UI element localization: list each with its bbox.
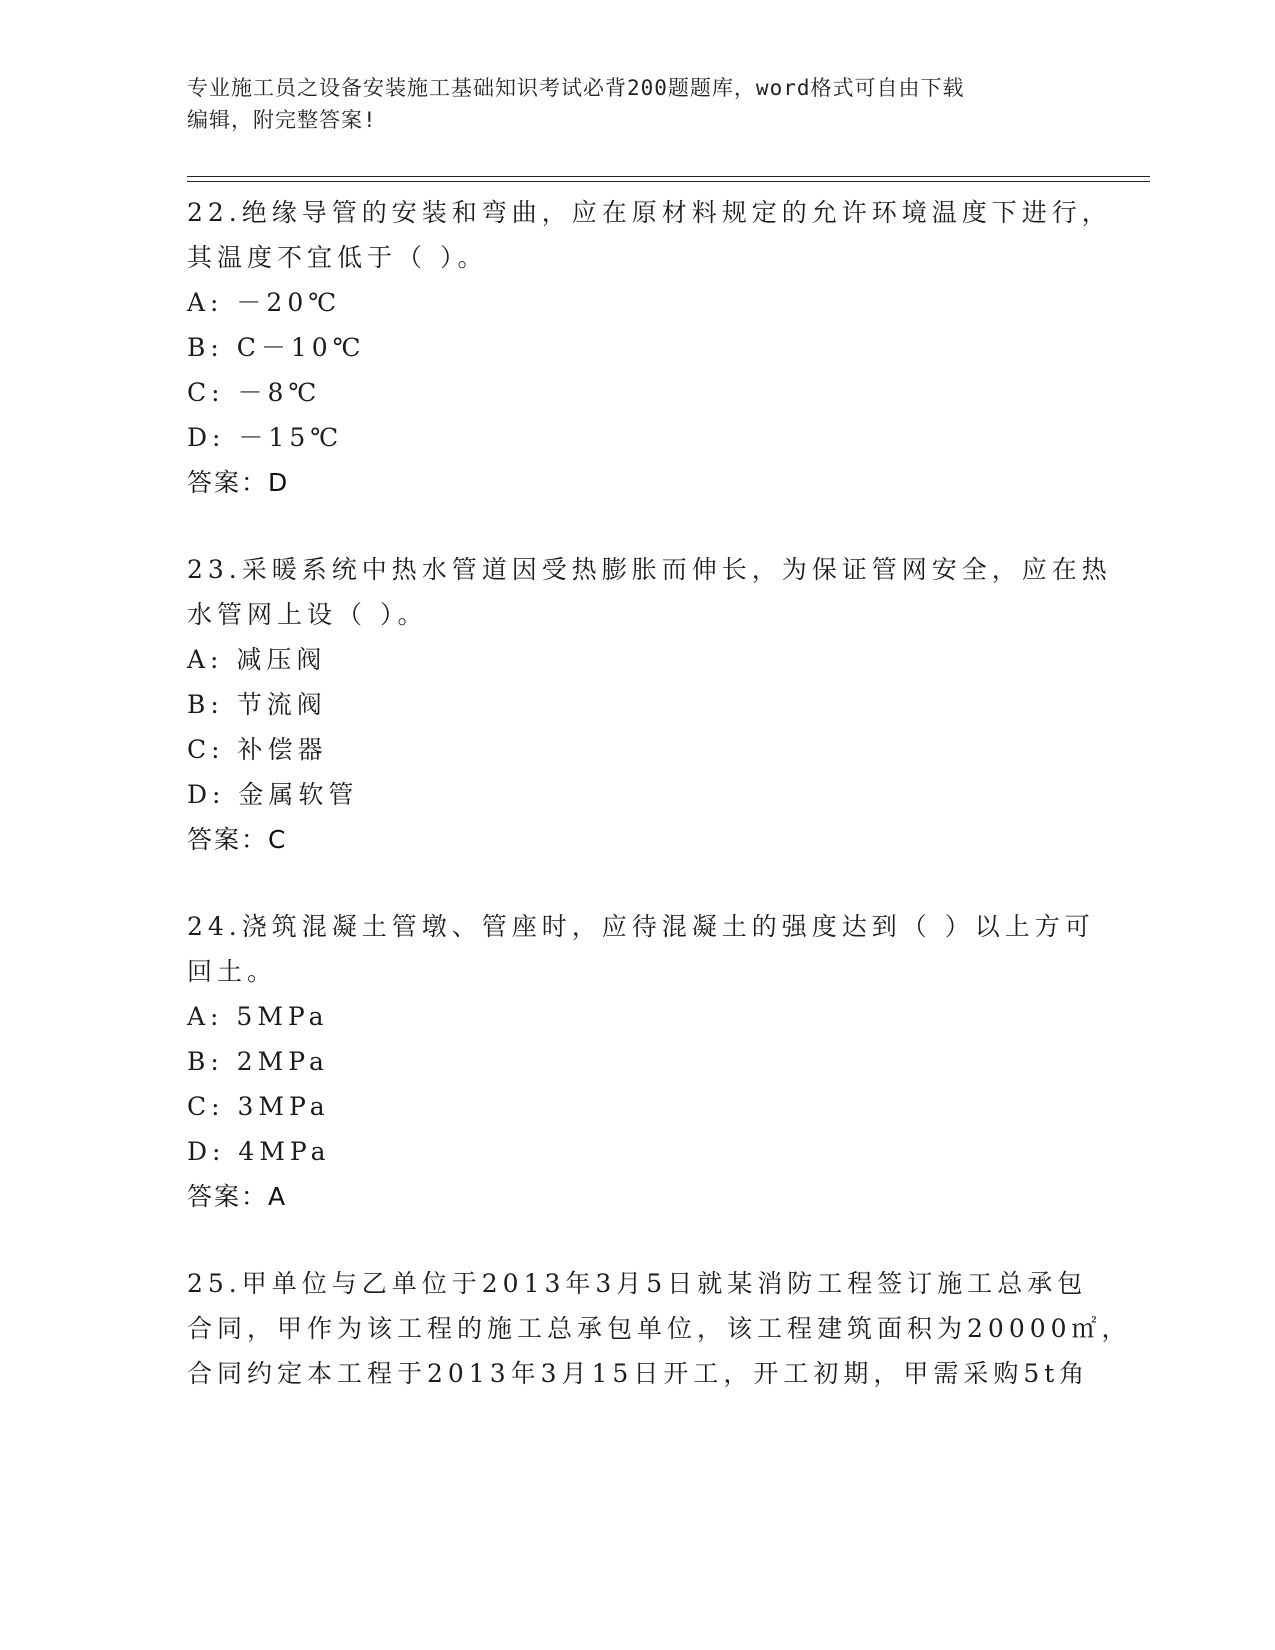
question-text-line: 其温度不宜低于（ ）。 xyxy=(187,243,488,272)
question-24 xyxy=(187,904,1095,1219)
question-text-line: 回土。 xyxy=(187,957,278,986)
header-divider-top xyxy=(187,176,1150,177)
option-d: D: 4MPa xyxy=(187,1137,331,1166)
answer-text: 答案：A xyxy=(187,1182,288,1211)
option-a: A: 减压阀 xyxy=(187,645,327,674)
question-22 xyxy=(187,190,1112,505)
question-list xyxy=(187,190,1132,1438)
option-b: B: C－10℃ xyxy=(187,333,366,362)
question-text-line: 合同约定本工程于2013年3月15日开工，开工初期，甲需采购5t角 xyxy=(187,1359,1090,1388)
question-text-line: 23.采暖系统中热水管道因受热膨胀而伸长，为保证管网安全，应在热 xyxy=(187,555,1112,584)
question-25 xyxy=(187,1261,1132,1396)
option-d: D: 金属软管 xyxy=(187,780,359,809)
option-c: C: 3MPa xyxy=(187,1092,330,1121)
question-text-line: 25.甲单位与乙单位于2013年3月5日就某消防工程签订施工总承包 xyxy=(187,1269,1088,1298)
header-divider-bottom xyxy=(187,181,1150,182)
option-c: C: 补偿器 xyxy=(187,735,328,764)
question-text-line: 合同，甲作为该工程的施工总承包单位，该工程建筑面积为20000㎡， xyxy=(187,1314,1132,1343)
question-23 xyxy=(187,547,1112,862)
header-title-line-1: 专业施工员之设备安装施工基础知识考试必背200题题库，word格式可自由下载 xyxy=(187,76,965,100)
option-b: B: 2MPa xyxy=(187,1047,329,1076)
option-d: D: －15℃ xyxy=(187,423,344,452)
document-header xyxy=(187,72,1067,136)
answer-text: 答案：C xyxy=(187,825,288,854)
option-c: C: －8℃ xyxy=(187,378,322,407)
question-text-line: 水管网上设（ ）。 xyxy=(187,600,428,629)
header-title-line-2: 编辑，附完整答案! xyxy=(187,108,377,132)
question-text-line: 22.绝缘导管的安装和弯曲，应在原材料规定的允许环境温度下进行， xyxy=(187,198,1112,227)
option-b: B: 节流阀 xyxy=(187,690,327,719)
question-text-line: 24.浇筑混凝土管墩、管座时，应待混凝土的强度达到（ ）以上方可 xyxy=(187,912,1095,941)
answer-text: 答案：D xyxy=(187,468,290,497)
option-a: A: －20℃ xyxy=(187,288,342,317)
option-a: A: 5MPa xyxy=(187,1002,329,1031)
